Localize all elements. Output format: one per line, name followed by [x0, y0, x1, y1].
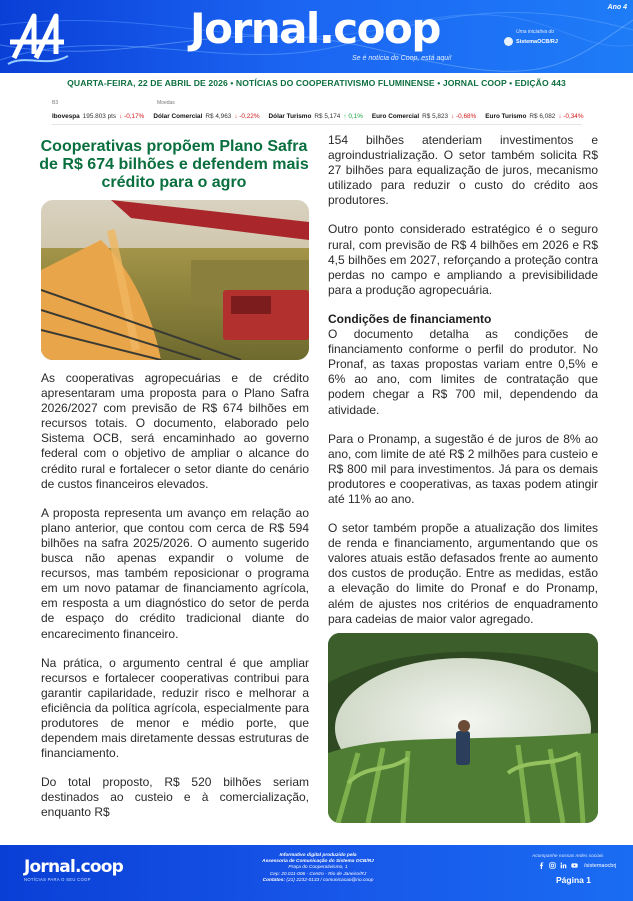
paragraph: Do total proposto, R$ 520 bilhões seriam destinados ao custeio e à comercialização, enquanto R$	[41, 775, 309, 820]
ticker-name: Dólar Turismo	[268, 112, 312, 120]
ticker-change: ↓ -0,22%	[234, 112, 260, 120]
contact-value[interactable]: (21) 2232-0133 / comunicacao@rio.coop	[286, 877, 374, 883]
facebook-icon[interactable]	[538, 862, 545, 869]
info-contact	[238, 878, 398, 884]
ticker-name: Euro Comercial	[371, 112, 420, 120]
cornfield-photo	[328, 633, 598, 823]
linkedin-icon[interactable]	[560, 862, 567, 869]
ticker-item-euro-turismo	[485, 113, 583, 120]
footer-brand: Jornal.coop	[24, 857, 124, 877]
ticker-name: Dólar Comercial	[153, 112, 203, 120]
ocb-mark-icon	[504, 37, 513, 46]
dateline: QUARTA-FEIRA, 22 DE ABRIL DE 2026 • NOTÍCIAS DO COOPERATIVISMO FLUMINENSE • JORNAL COOP • EDIÇÃO 443	[67, 78, 566, 88]
footer	[0, 845, 633, 901]
ticker-label-b3: B3	[52, 100, 59, 106]
ticker-item-euro-comercial	[372, 113, 476, 120]
contact-label: Contatos:	[262, 877, 286, 883]
harvest-image	[41, 200, 309, 360]
paragraph: As cooperativas agropecuárias e de crédito apresentaram uma proposta para o Plano Safra 2026/2027 com previsão de R$ 674 bilhões em recursos totais. O documento, elaborado pelo Sistema OCB, será encaminhado ao governo federal com o objetivo de ampliar o alcance do crédito rural e fortalecer o setor diante do cenário de custos financeiros elevados.	[41, 371, 309, 491]
ticker-name: Ibovespa	[52, 112, 80, 120]
info-line: Praça do Cooperativismo, 1	[288, 865, 348, 871]
ticker-value: R$ 5,823	[422, 112, 449, 120]
info-line: Cep: 20.011-006 - Centro - Rio de Janeiro/RJ	[269, 871, 367, 877]
ticker-change: ↓ -0,17%	[119, 112, 145, 120]
ticker-change: ↑ 0,1%	[343, 112, 363, 120]
ticker-name: Euro Turismo	[485, 112, 527, 120]
info-line: Informativo digital produzido pela	[279, 853, 357, 858]
ticker-value: R$ 5,174	[314, 112, 341, 120]
ticker-item-ibovespa	[52, 113, 144, 120]
paragraph: O setor também propõe a atualização dos limites de renda e financiamento, argumentando que os valores atuais estão defasados frente ao aumento dos custos de produção. Entre as medidas, estão a elevação do limite do Pronaf e do Pronamp, além de ajustes nos critérios de enquadramento para cadeias de maior valor agregado.	[328, 521, 598, 626]
ticker-change: ↓ -0,68%	[451, 112, 477, 120]
initiative-label: Uma iniciativa do	[516, 29, 555, 35]
market-ticker	[52, 110, 584, 122]
publisher-info	[238, 853, 398, 884]
left-column-text	[41, 371, 309, 835]
footer-subtitle: NOTÍCIAS PARA O SEU COOP	[24, 877, 91, 882]
ticker-divider	[52, 124, 582, 125]
ticker-item-dolar-comercial	[153, 113, 259, 120]
harvest-photo	[41, 200, 309, 360]
ticker-item-dolar-turismo	[269, 113, 363, 120]
page-number: Página 1	[556, 875, 591, 885]
tagline: Se é notícia do Coop, está aqui!	[352, 55, 452, 62]
social-handle[interactable]: /sistemaocbrj	[584, 862, 617, 869]
ocb-logo	[504, 37, 558, 46]
info-line: Assessoria de Comunicação do Sistema OCB/RJ	[262, 859, 374, 865]
ticker-value: R$ 4,963	[205, 112, 232, 120]
year-label: Ano 4	[607, 4, 627, 11]
article-headline: Cooperativas propõem Plano Safra de R$ 674 bilhões e defendem mais crédito para o agro	[39, 138, 309, 191]
paragraph: Outro ponto considerado estratégico é o seguro rural, com previsão de R$ 4 bilhões em 2026 e R$ 4,5 bilhões em 2027, reforçando a proteção contra perdas no campo e ampliando a previsibilidade para a produção agropecuária.	[328, 222, 598, 297]
ticker-label-moedas: Moedas	[157, 100, 175, 106]
masthead	[0, 0, 633, 73]
paragraph: Na prática, o argumento central é que ampliar recursos e fortalecer cooperativas contribui para garantir capilaridade, reduzir risco e melhorar a eficiência da política agrícola, especialmente para produtores de menor e médio porte, que dependem mais diretamente dessas estruturas de financiamento.	[41, 655, 309, 761]
cornfield-image	[328, 633, 598, 823]
paragraph: Para o Pronamp, a sugestão é de juros de 8% ao ano, com limite de até R$ 2 milhões para custeio e R$ 800 mil para investimentos. Já para os demais produtores e cooperativas, as taxas podem atingir até 11% ao ano.	[328, 431, 598, 506]
ocb-name: SistemaOCB/RJ	[516, 38, 558, 45]
instagram-icon[interactable]	[549, 862, 556, 869]
paragraph: 154 bilhões atenderiam investimentos e agroindustrialização. O setor também solicita R$ 27 bilhões para equalização de juros, mecanismo utilizado para reduzir o custo do crédito aos produtores.	[328, 133, 598, 208]
right-column-text	[328, 133, 598, 700]
section-subheading: Condições de financiamento	[328, 311, 492, 326]
paragraph: A proposta representa um avanço em relação ao plano anterior, que contou com cerca de R$ 594 bilhões na safra 2025/2026. O aumento sugerido busca não apenas expandir o volume de recursos, mas também reposicionar o programa em um novo patamar de financiamento agrícola, em resposta a um diagnóstico do setor de perda de espaço do crédito tradicional diante do encarecimento financeiro.	[41, 505, 309, 641]
ticker-change: ↓ -0,34%	[558, 112, 584, 120]
ticker-value: 195.803 pts	[82, 112, 117, 120]
brand-title: Jornal.coop	[190, 4, 440, 53]
social-links	[538, 862, 616, 869]
paragraph: O documento detalha as condições de financiamento conforme o perfil do produtor. No Pronaf, as taxas propostas variam entre 0,5% e 6% ao ano, com limites de contratação que podem chegar a R$ 700 mil, dependendo da atividade.	[328, 327, 598, 417]
anniversary-44-logo	[6, 6, 70, 70]
ticker-value: R$ 6,082	[529, 112, 556, 120]
youtube-icon[interactable]	[571, 862, 578, 869]
follow-label: Acompanhe nossas redes sociais	[532, 854, 604, 859]
